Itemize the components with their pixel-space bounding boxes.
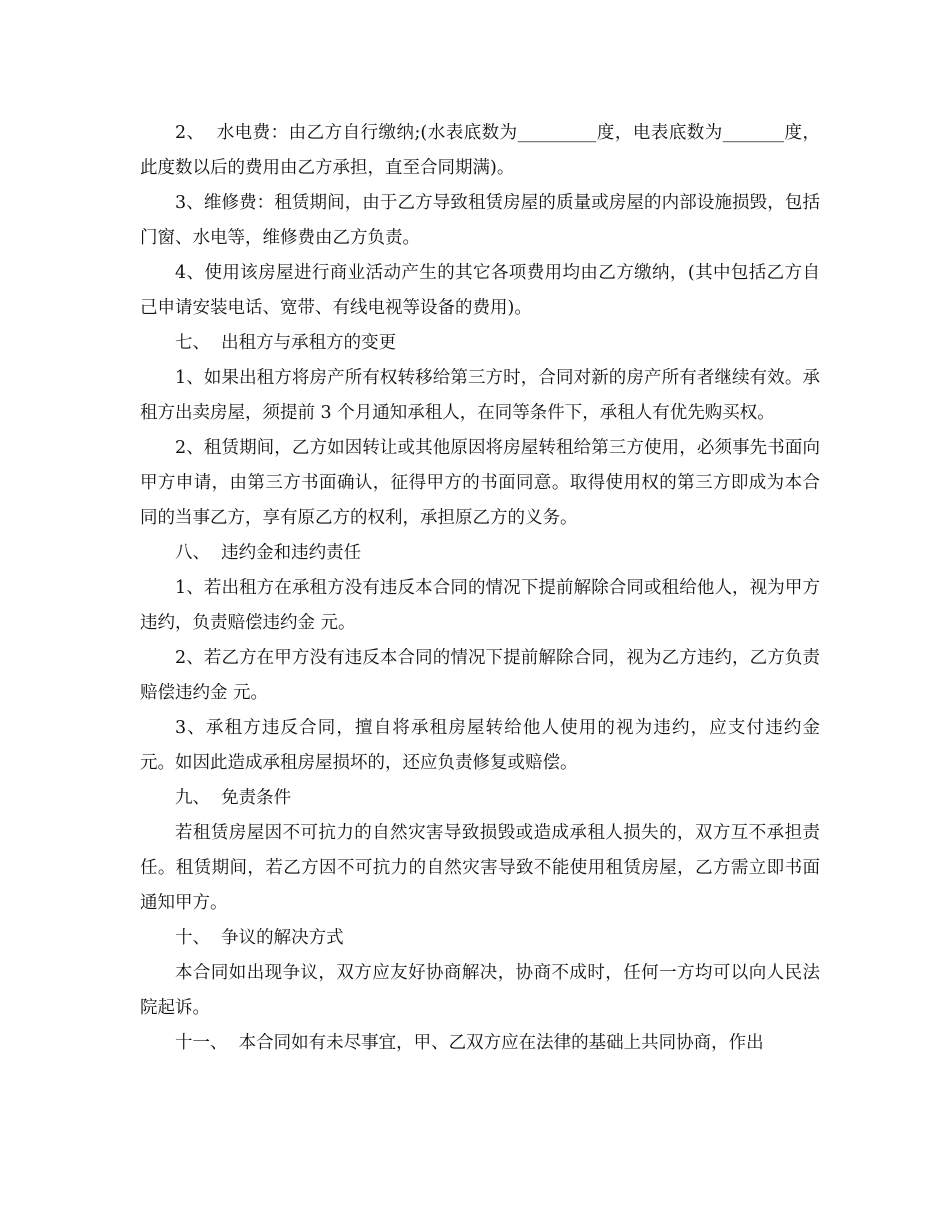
paragraph-lessor-breach: 1、若出租方在承租方没有违反本合同的情况下提前解除合同或租给他人，视为甲方违约，负责赔偿违约金 元。 — [140, 578, 820, 633]
section-heading-breach: 八、 违约金和违约责任 — [175, 543, 362, 563]
section-heading-exemption: 九、 免责条件 — [175, 788, 292, 808]
paragraph-lessee-breach: 2、若乙方在甲方没有违反本合同的情况下提前解除合同，视为乙方违约，乙方负责赔偿违约金 元。 — [140, 648, 820, 703]
paragraph-maintenance-fee: 3、维修费：租赁期间，由于乙方导致租赁房屋的质量或房屋的内部设施损毁，包括门窗、水电等，维修费由乙方负责。 — [140, 193, 820, 248]
paragraph-unauthorized-sublet: 3、承租方违反合同，擅自将承租房屋转给他人使用的视为违约，应支付违约金 元。如因此造成承租房屋损坏的，还应负责修复或赔偿。 — [140, 718, 826, 773]
paragraph-other-fees: 4、使用该房屋进行商业活动产生的其它各项费用均由乙方缴纳，(其中包括乙方自己申请安装电话、宽带、有线电视等设备的费用)。 — [140, 263, 820, 318]
paragraph-force-majeure: 若租赁房屋因不可抗力的自然灾害导致损毁或造成承租人损失的，双方互不承担责任。租赁期间，若乙方因不可抗力的自然灾害导致不能使用租赁房屋，乙方需立即书面通知甲方。 — [140, 823, 820, 913]
paragraph-unresolved-matters: 十一、 本合同如有未尽事宜，甲、乙双方应在法律的基础上共同协商，作出 — [175, 1033, 764, 1053]
paragraph-utilities-fee: 2、 水电费：由乙方自行缴纳;(水表底数为_________度，电表底数为_______度，此度数以后的费用由乙方承担，直至合同期满)。 — [140, 123, 820, 178]
paragraph-sublease: 2、租赁期间，乙方如因转让或其他原因将房屋转租给第三方使用，必须事先书面向甲方申请，由第三方书面确认，征得甲方的书面同意。取得使用权的第三方即成为本合同的当事乙方，享有原乙方的权利，承担原乙方的义务。 — [140, 438, 820, 528]
section-heading-party-change: 七、 出租方与承租方的变更 — [175, 333, 397, 353]
paragraph-dispute-resolution: 本合同如出现争议，双方应友好协商解决，协商不成时，任何一方均可以向人民法院起诉。 — [140, 963, 820, 1018]
section-heading-dispute: 十、 争议的解决方式 — [175, 928, 344, 948]
paragraph-ownership-transfer: 1、如果出租方将房产所有权转移给第三方时，合同对新的房产所有者继续有效。承租方出卖房屋，须提前 3 个月通知承租人，在同等条件下，承租人有优先购买权。 — [140, 368, 820, 423]
document-body — [140, 116, 826, 1061]
